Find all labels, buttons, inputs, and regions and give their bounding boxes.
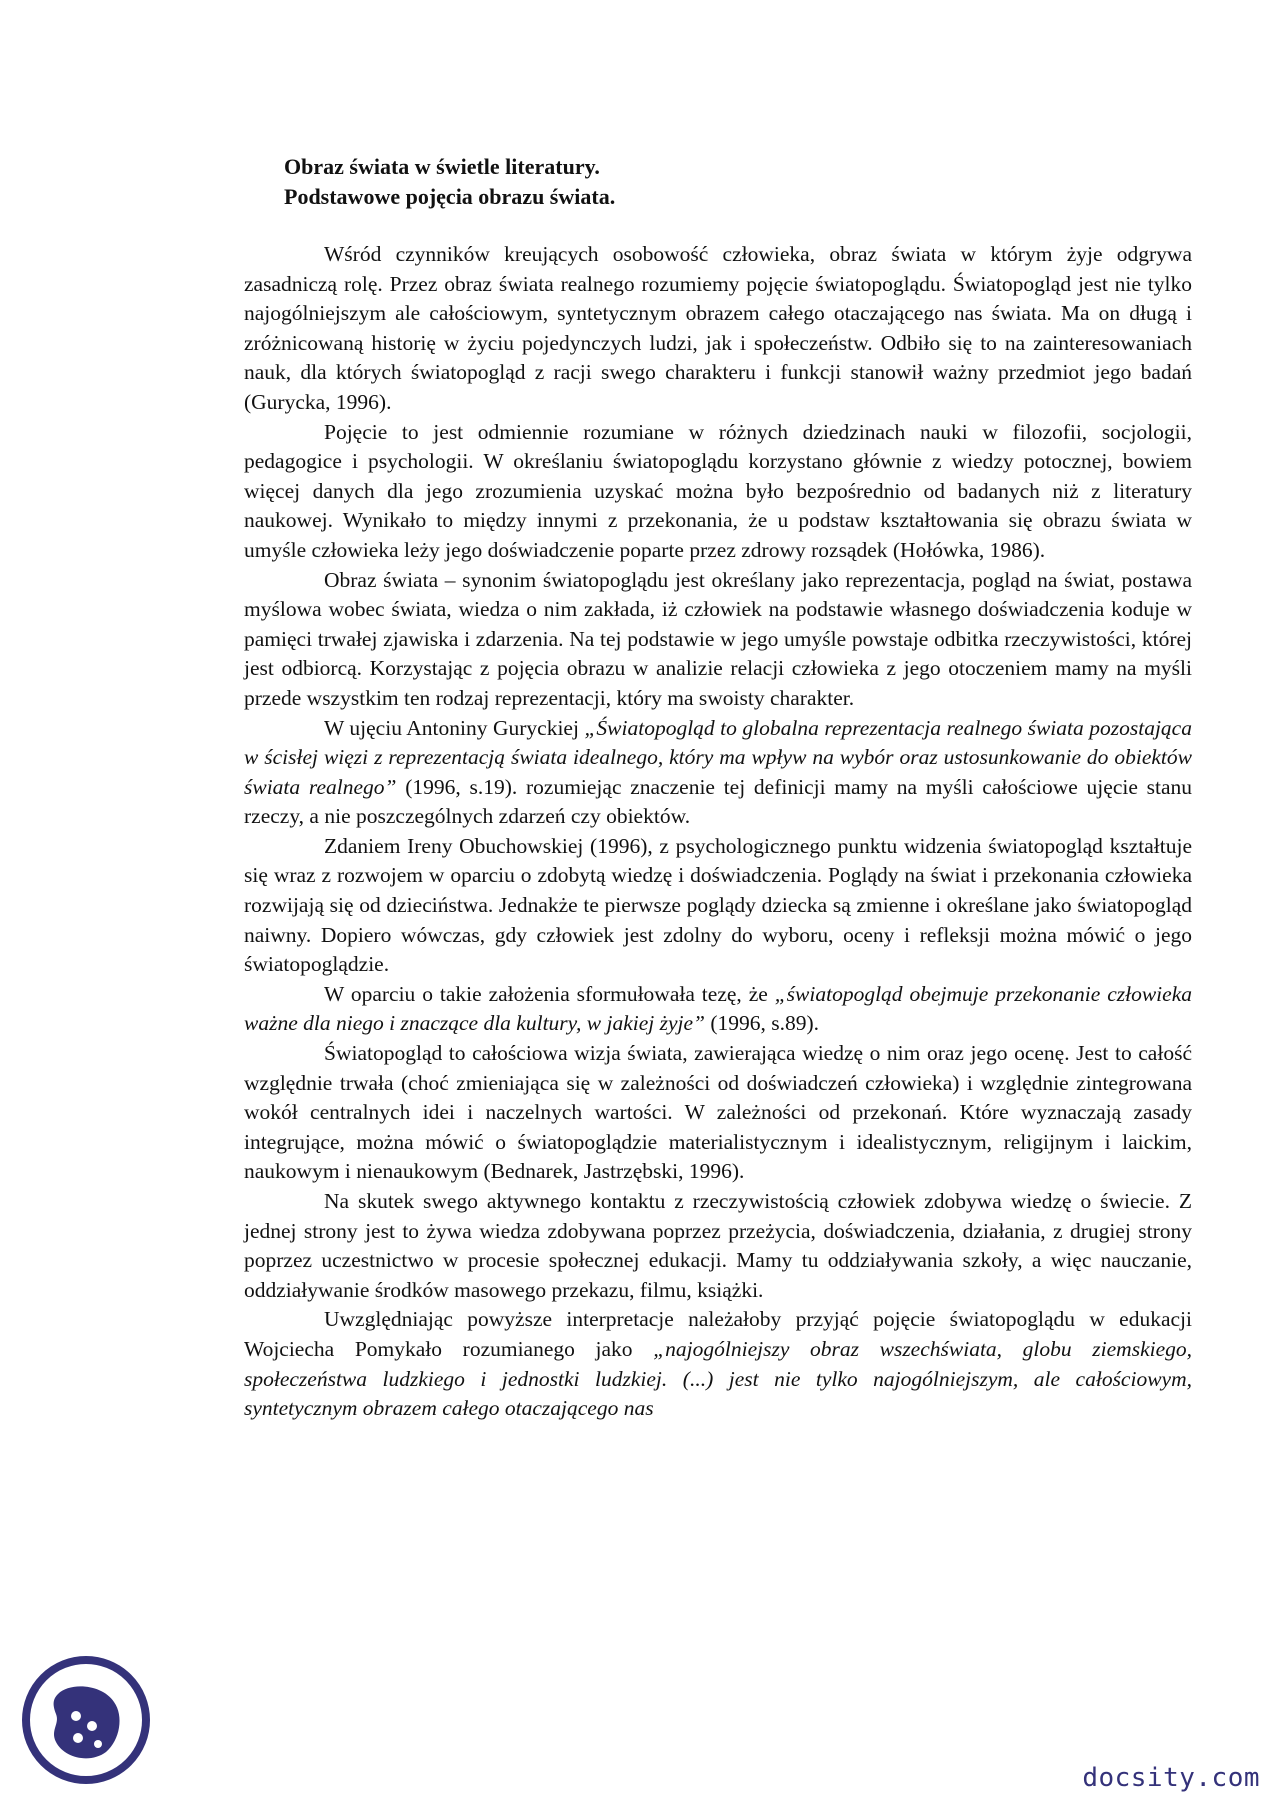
paragraph: Zdaniem Ireny Obuchowskiej (1996), z psychologicznego punktu widzenia światopogląd kształtuje się wraz z rozwojem w oparciu o zdobytą wiedzę i doświadczenia. Poglądy na świat i przekonania człowieka rozwijają się od dzieciństwa. Jednakże te pierwsze poglądy dziecka są zmienne i określane jako światopogląd naiwny. Dopiero wówczas, gdy człowiek jest zdolny do wyboru, oceny i refleksji można mówić o jego światopoglądzie. [244, 833, 1192, 977]
paragraph: Na skutek swego aktywnego kontaktu z rzeczywistością człowiek zdobywa wiedzę o świecie. Z jednej strony jest to żywa wiedza zdobywana poprzez przeżycia, doświadczenia, działania, z drugiej strony poprzez uczestnictwo w procesie społecznej edukacji. Mamy tu oddziaływania szkoły, a więc nauczanie, oddziaływanie środków masowego przekazu, filmu, książki. [244, 1189, 1192, 1302]
paragraph: Światopogląd to całościowa wizja świata, zawierająca wiedzę o nim oraz jego ocenę. Jest to całość względnie trwała (choć zmieniająca się w zależności od doświadczeń człowieka) i względnie zintegrowana wokół centralnych idei i naczelnych wartości. W zależności od przekonań. Które wyznaczają zasady integrujące, można mówić o światopoglądzie materialistycznym i idealistycznym, religijnym i laickim, naukowym i nienaukowym (Bednarek, Jastrzębski, 1996). [244, 1041, 1192, 1184]
docsity-logo-icon[interactable] [20, 1654, 152, 1786]
quote: „Światopogląd to globalna reprezentacja realnego świata pozostająca w ścisłej więzi z reprezentacją świata idealnego, który ma wpływ na wybór oraz ustosunkowanie do obiektów świata realnego” [244, 715, 1192, 799]
title-line-1: Obraz świata w świetle literatury. [284, 154, 600, 179]
document-title [284, 152, 1184, 212]
paragraph: Obraz świata – synonim światopoglądu jest określany jako reprezentacja, pogląd na świat, postawa myślowa wobec świata, wiedza o nim zakłada, iż człowiek na podstawie własnego doświadczenia koduje w pamięci trwałej zjawiska i zdarzenia. Na tej podstawie w jego umyśle powstaje odbitka rzeczywistości, której jest odbiorcą. Korzystając z pojęcia obrazu w analizie relacji człowieka z jego otoczeniem mamy na myśli przede wszystkim ten rodzaj reprezentacji, który ma swoisty charakter. [244, 567, 1192, 710]
paragraph: Pojęcie to jest odmiennie rozumiane w różnych dziedzinach nauki w filozofii, socjologii, pedagogice i psychologii. W określaniu światopoglądu korzystano głównie z wiedzy potocznej, bowiem więcej danych dla jego zrozumienia uzyskać można było bezpośrednio od badanych niż z literatury naukowej. Wynikało to między innymi z przekonania, że u podstaw kształtowania się obrazu świata w umyśle człowieka leży jego doświadczenie poparte przez zdrowy rozsądek (Hołówka, 1986). [244, 419, 1192, 562]
quote: „najogólniejszy obraz wszechświata, globu ziemskiego, społeczeństwa ludzkiego i jednostki ludzkiej. (...) jest nie tylko najogólniejszym, ale całościowym, syntetycznym obrazem całego otaczającego nas [244, 1336, 1193, 1421]
document-body [244, 240, 1192, 1424]
paragraph: W ujęciu Antoniny Guryckiej „Światopogląd to globalna reprezentacja realnego świata pozostająca w ścisłej więzi z reprezentacją świata idealnego, który ma wpływ na wybór oraz ustosunkowanie do obiektów świata realnego” (1996, s.19). rozumiejąc znaczenie tej definicji mamy na myśli całościowe ujęcie stanu rzeczy, a nie poszczególnych zdarzeń czy obiektów. [244, 715, 1192, 829]
title-line-2: Podstawowe pojęcia obrazu świata. [284, 184, 616, 209]
docsity-brand-link[interactable]: docsity.com [1082, 1763, 1260, 1793]
paragraph: Wśród czynników kreujących osobowość człowieka, obraz świata w którym żyje odgrywa zasadniczą rolę. Przez obraz świata realnego rozumiemy pojęcie światopoglądu. Światopogląd jest nie tylko najogólniejszym ale całościowym, syntetycznym obrazem całego otaczającego nas świata. Ma on długą i zróżnicowaną historię w życiu pojedynczych ludzi, jak i społeczeństw. Odbiło się to na zainteresowaniach nauk, dla których światopogląd z racji swego charakteru i funkcji stanowił ważny przedmiot jego badań (Gurycka, 1996). [244, 242, 1192, 414]
quote: „światopogląd obejmuje przekonanie człowieka ważne dla niego i znaczące dla kultury, w jakiej żyje” [244, 981, 1192, 1036]
paragraph: W oparciu o takie założenia sformułowała tezę, że „światopogląd obejmuje przekonanie człowieka ważne dla niego i znaczące dla kultury, w jakiej żyje” (1996, s.89). [244, 981, 1192, 1036]
paragraph: Uwzględniając powyższe interpretacje należałoby przyjąć pojęcie światopoglądu w edukacji Wojciecha Pomykało rozumianego jako „najogólniejszy obraz wszechświata, globu ziemskiego, społeczeństwa ludzkiego i jednostki ludzkiej. (...) jest nie tylko najogólniejszym, ale całościowym, syntetycznym obrazem całego otaczającego nas [244, 1307, 1193, 1421]
